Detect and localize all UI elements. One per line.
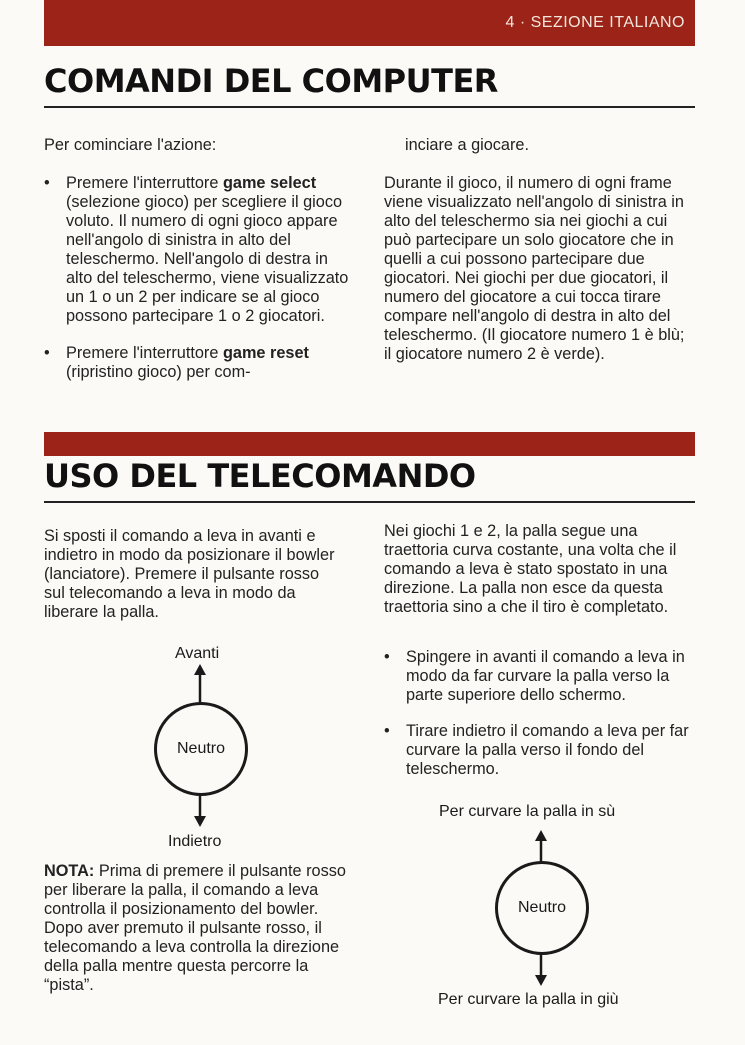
neutral-position-circle [495,861,589,955]
curve-paragraph: Nei giochi 1 e 2, la palla segue una traettoria curva costante, una volta che il comando a leva è stato spostato in una direzione. La palla non esce da questa traettoria sino a che il tiro è completato. [384,522,677,616]
intro-text: Per cominciare l'azione: [44,136,217,154]
note-text: Prima di premere il pulsante rosso per liberare la palla, il comando a leva controlla il posizionamento del bowler. Dopo aver premuto il pulsante rosso, il telecomando a leva controlla la direzione della palla mentre questa percorre la “pista”. [44,862,346,994]
keyword-game-select: game select [222,174,317,192]
arrow-down-icon [192,794,208,828]
arrow-up-icon [533,830,549,864]
continuation-text: inciare a giocare. [405,136,529,154]
bullet-text: (ripristino gioco) per com- [66,363,251,381]
bullet-text: Premere l'interruttore [66,174,223,192]
section-label: 4 · SEZIONE ITALIANO [505,14,685,31]
neutral-position-circle [154,702,248,796]
gameplay-paragraph: Durante il gioco, il numero di ogni frame viene visualizzato nell'angolo di sinistra in alto del teleschermo sia nei giochi a cui può partecipare un solo giocatore che in quelli a cui possono partecipare due giocatori. Nei giochi per due giocatori, il numero del giocatore a cui tocca tirare compare nell'angolo di destra in alto del teleschermo. (Il giocatore numero 1 è blù; il giocatore numero 2 è verde). [384,174,685,363]
diagram-label-back: Indietro [168,833,222,850]
bullet-dot-icon: • [44,344,50,362]
bullet-text: Tirare indietro il comando a leva per far curvare la palla verso il fondo del teleschermo. [406,722,689,778]
header-band [44,0,695,46]
list-item [44,174,356,326]
bullet-dot-icon: • [44,174,50,192]
title-rule [44,106,695,108]
diagram-label-neutral: Neutro [176,740,226,757]
bullet-text: (selezione gioco) per scegliere il gioco voluto. Il numero di ogni gioco appare nell'angolo di sinistra in alto del teleschermo. Nell'angolo di destra in alto del teleschermo, viene visualizzato un 1 o un 2 per indicare se al gioco possono partecipare 1 o 2 giocatori. [66,193,349,325]
list-item [384,648,696,705]
bullet-text: Premere l'interruttore [66,344,223,362]
section-title-computer-controls: COMANDI DEL COMPUTER [44,62,498,100]
diagram-label-curve-up: Per curvare la palla in sù [439,803,616,820]
bullet-text: Spingere in avanti il comando a leva in modo da far curvare la palla verso la parte superiore dello schermo. [406,648,685,704]
joystick-paragraph: Si sposti il comando a leva in avanti e indietro in modo da posizionare il bowler (lanciatore). Premere il pulsante rosso sul telecomando a leva in modo da liberare la palla. [44,527,335,621]
bullet-list-right [384,648,696,779]
diagram-label-curve-down: Per curvare la palla in giù [438,991,619,1008]
list-item [44,344,356,382]
bullet-dot-icon: • [384,648,390,666]
note-keyword: NOTA: [44,862,95,880]
section-title-joystick: USO DEL TELECOMANDO [44,457,476,495]
bullet-list-left [44,174,356,382]
diagram-label-forward: Avanti [175,645,220,662]
bullet-dot-icon: • [384,722,390,740]
list-item [384,722,696,779]
diagram-label-neutral: Neutro [517,899,567,916]
section-divider-band [44,432,695,456]
title-rule [44,501,695,503]
arrow-down-icon [533,953,549,987]
keyword-game-reset: game reset [222,344,309,362]
note-paragraph [44,862,349,995]
arrow-up-icon [192,664,208,706]
